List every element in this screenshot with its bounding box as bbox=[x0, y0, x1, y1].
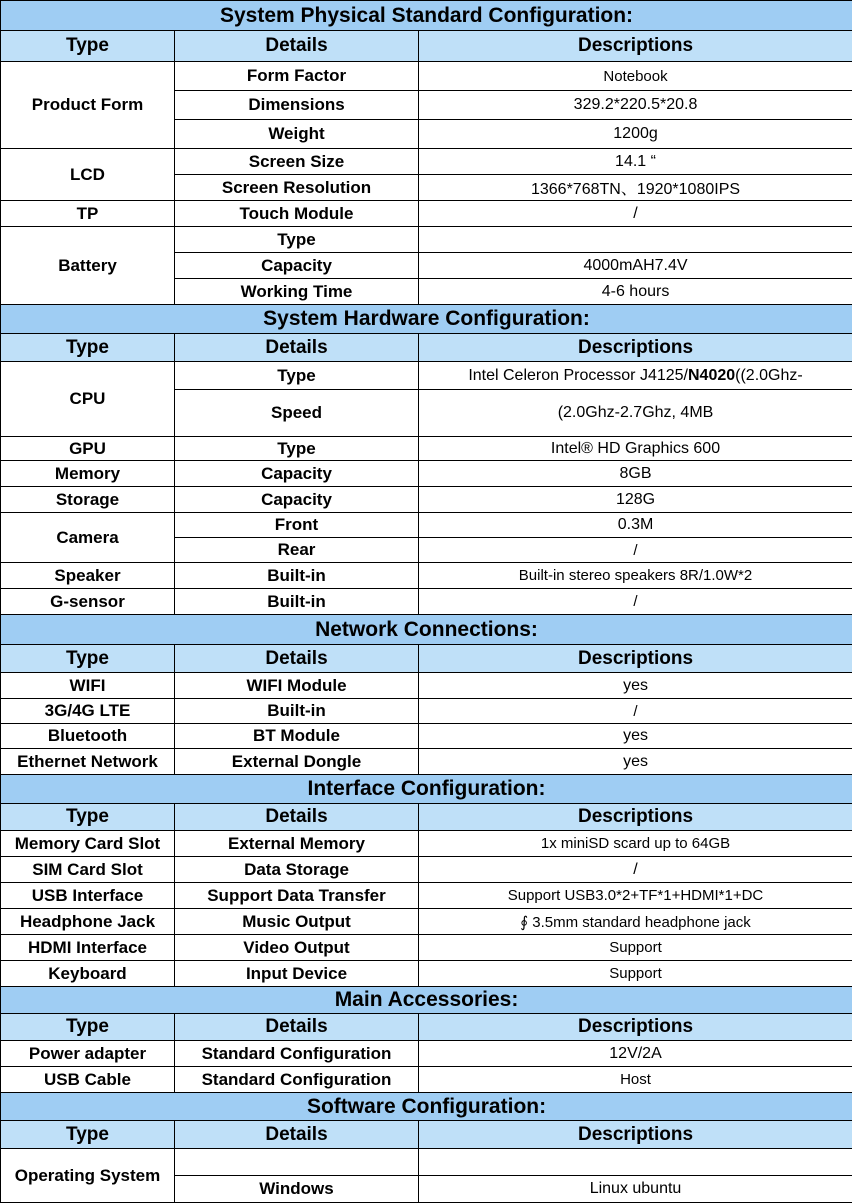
detail-lte: Built-in bbox=[175, 699, 419, 724]
section-title-network: Network Connections: bbox=[1, 615, 852, 645]
value-dimensions: 329.2*220.5*20.8 bbox=[419, 91, 852, 120]
value-battery-type bbox=[419, 227, 852, 253]
header-descriptions: Descriptions bbox=[419, 804, 852, 831]
type-operating-system: Operating System bbox=[1, 1149, 175, 1203]
value-working-time: 4-6 hours bbox=[419, 279, 852, 305]
value-touch-module: / bbox=[419, 201, 852, 227]
value-keyboard: Support bbox=[419, 961, 852, 987]
detail-speaker: Built-in bbox=[175, 563, 419, 589]
detail-battery-type: Type bbox=[175, 227, 419, 253]
header-descriptions: Descriptions bbox=[419, 1014, 852, 1041]
value-os-linux: Linux ubuntu bbox=[419, 1176, 852, 1203]
detail-form-factor: Form Factor bbox=[175, 62, 419, 91]
value-gsensor: / bbox=[419, 589, 852, 615]
header-type: Type bbox=[1, 1121, 175, 1149]
value-speaker: Built-in stereo speakers 8R/1.0W*2 bbox=[419, 563, 852, 589]
detail-usb-interface: Support Data Transfer bbox=[175, 883, 419, 909]
type-speaker: Speaker bbox=[1, 563, 175, 589]
detail-storage-capacity: Capacity bbox=[175, 487, 419, 513]
section-title-interface: Interface Configuration: bbox=[1, 775, 852, 804]
value-screen-size: 14.1 “ bbox=[419, 149, 852, 175]
type-memory-card-slot: Memory Card Slot bbox=[1, 831, 175, 857]
type-product-form: Product Form bbox=[1, 62, 175, 149]
detail-headphone-jack: Music Output bbox=[175, 909, 419, 935]
section-title-accessories: Main Accessories: bbox=[1, 987, 852, 1014]
header-type: Type bbox=[1, 645, 175, 673]
detail-working-time: Working Time bbox=[175, 279, 419, 305]
detail-sim-card-slot: Data Storage bbox=[175, 857, 419, 883]
value-memory: 8GB bbox=[419, 461, 852, 487]
type-memory: Memory bbox=[1, 461, 175, 487]
header-details: Details bbox=[175, 1014, 419, 1041]
detail-power-adapter: Standard Configuration bbox=[175, 1041, 419, 1067]
value-camera-front: 0.3M bbox=[419, 513, 852, 538]
header-descriptions: Descriptions bbox=[419, 645, 852, 673]
value-weight: 1200g bbox=[419, 120, 852, 149]
value-gpu: Intel® HD Graphics 600 bbox=[419, 437, 852, 461]
header-details: Details bbox=[175, 1121, 419, 1149]
detail-screen-resolution: Screen Resolution bbox=[175, 175, 419, 201]
cpu-model-highlight: N4020 bbox=[687, 366, 736, 384]
type-gsensor: G-sensor bbox=[1, 589, 175, 615]
detail-memory-card-slot: External Memory bbox=[175, 831, 419, 857]
detail-memory-capacity: Capacity bbox=[175, 461, 419, 487]
header-type: Type bbox=[1, 31, 175, 62]
detail-camera-rear: Rear bbox=[175, 538, 419, 563]
type-power-adapter: Power adapter bbox=[1, 1041, 175, 1067]
type-wifi: WIFI bbox=[1, 673, 175, 699]
cpu-type-text-tail: ((2.0Ghz- bbox=[735, 366, 803, 384]
value-form-factor: Notebook bbox=[419, 62, 852, 91]
value-lte: / bbox=[419, 699, 852, 724]
section-title-software: Software Configuration: bbox=[1, 1093, 852, 1121]
type-camera: Camera bbox=[1, 513, 175, 563]
detail-os-windows: Windows bbox=[175, 1176, 419, 1203]
value-usb-interface: Support USB3.0*2+TF*1+HDMI*1+DC bbox=[419, 883, 852, 909]
type-tp: TP bbox=[1, 201, 175, 227]
detail-touch-module: Touch Module bbox=[175, 201, 419, 227]
type-lte: 3G/4G LTE bbox=[1, 699, 175, 724]
section-title-hardware: System Hardware Configuration: bbox=[1, 305, 852, 334]
value-os-blank bbox=[419, 1149, 852, 1176]
detail-gpu-type: Type bbox=[175, 437, 419, 461]
type-usb-interface: USB Interface bbox=[1, 883, 175, 909]
type-storage: Storage bbox=[1, 487, 175, 513]
detail-screen-size: Screen Size bbox=[175, 149, 419, 175]
header-type: Type bbox=[1, 804, 175, 831]
detail-weight: Weight bbox=[175, 120, 419, 149]
value-ethernet: yes bbox=[419, 749, 852, 775]
header-descriptions: Descriptions bbox=[419, 1121, 852, 1149]
header-type: Type bbox=[1, 334, 175, 362]
detail-os-blank bbox=[175, 1149, 419, 1176]
detail-camera-front: Front bbox=[175, 513, 419, 538]
header-descriptions: Descriptions bbox=[419, 334, 852, 362]
detail-dimensions: Dimensions bbox=[175, 91, 419, 120]
value-battery-capacity: 4000mAH7.4V bbox=[419, 253, 852, 279]
type-headphone-jack: Headphone Jack bbox=[1, 909, 175, 935]
value-sim-card-slot: / bbox=[419, 857, 852, 883]
type-usb-cable: USB Cable bbox=[1, 1067, 175, 1093]
type-ethernet: Ethernet Network bbox=[1, 749, 175, 775]
section-title-physical: System Physical Standard Configuration: bbox=[1, 1, 852, 31]
detail-keyboard: Input Device bbox=[175, 961, 419, 987]
value-screen-resolution: 1366*768TN、1920*1080IPS bbox=[419, 175, 852, 201]
value-power-adapter: 12V/2A bbox=[419, 1041, 852, 1067]
header-details: Details bbox=[175, 31, 419, 62]
header-details: Details bbox=[175, 334, 419, 362]
type-cpu: CPU bbox=[1, 362, 175, 437]
value-headphone-jack: ∮ 3.5mm standard headphone jack bbox=[419, 909, 852, 935]
header-descriptions: Descriptions bbox=[419, 31, 852, 62]
value-cpu-type bbox=[419, 362, 852, 390]
detail-wifi: WIFI Module bbox=[175, 673, 419, 699]
detail-hdmi-interface: Video Output bbox=[175, 935, 419, 961]
type-lcd: LCD bbox=[1, 149, 175, 201]
value-hdmi-interface: Support bbox=[419, 935, 852, 961]
detail-usb-cable: Standard Configuration bbox=[175, 1067, 419, 1093]
header-type: Type bbox=[1, 1014, 175, 1041]
detail-battery-capacity: Capacity bbox=[175, 253, 419, 279]
detail-ethernet: External Dongle bbox=[175, 749, 419, 775]
type-keyboard: Keyboard bbox=[1, 961, 175, 987]
value-camera-rear: / bbox=[419, 538, 852, 563]
detail-gsensor: Built-in bbox=[175, 589, 419, 615]
type-gpu: GPU bbox=[1, 437, 175, 461]
value-wifi: yes bbox=[419, 673, 852, 699]
type-sim-card-slot: SIM Card Slot bbox=[1, 857, 175, 883]
header-details: Details bbox=[175, 645, 419, 673]
detail-cpu-speed: Speed bbox=[175, 390, 419, 437]
value-memory-card-slot: 1x miniSD scard up to 64GB bbox=[419, 831, 852, 857]
cpu-type-text: Intel Celeron Processor J4125/ bbox=[468, 366, 688, 384]
value-storage: 128G bbox=[419, 487, 852, 513]
type-battery: Battery bbox=[1, 227, 175, 305]
type-hdmi-interface: HDMI Interface bbox=[1, 935, 175, 961]
value-bluetooth: yes bbox=[419, 724, 852, 749]
detail-cpu-type: Type bbox=[175, 362, 419, 390]
header-details: Details bbox=[175, 804, 419, 831]
value-usb-cable: Host bbox=[419, 1067, 852, 1093]
detail-bluetooth: BT Module bbox=[175, 724, 419, 749]
value-cpu-speed: (2.0Ghz-2.7Ghz, 4MB bbox=[419, 390, 852, 437]
type-bluetooth: Bluetooth bbox=[1, 724, 175, 749]
